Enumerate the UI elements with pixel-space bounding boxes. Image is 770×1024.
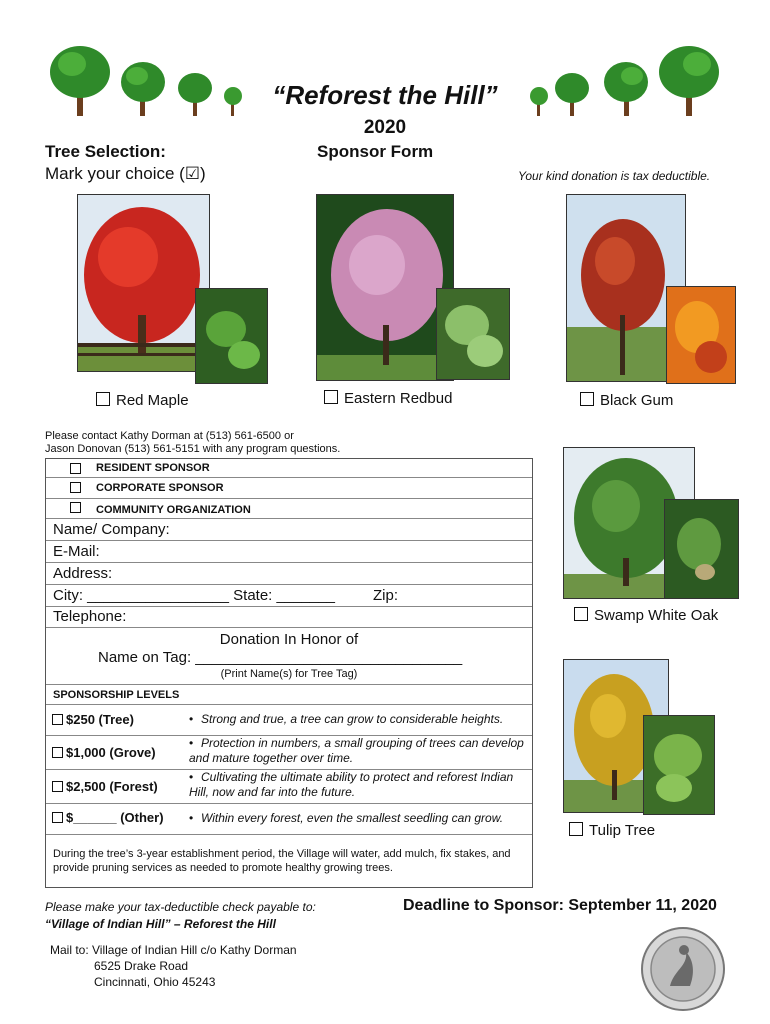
honor-section[interactable] — [46, 628, 532, 685]
tree-option-eastern-redbud[interactable] — [324, 390, 452, 407]
sponsor-type-corporate[interactable] — [46, 478, 532, 499]
mailing-address — [50, 942, 297, 990]
tree-option-swamp-white-oak[interactable] — [574, 607, 718, 624]
name-company-label: Name/ Company: — [53, 521, 170, 538]
tree-option-tulip-tree[interactable] — [569, 822, 655, 839]
level-grove-option[interactable] — [52, 745, 156, 760]
swamp-white-oak-label: Swamp White Oak — [594, 607, 719, 624]
eastern-redbud-label: Eastern Redbud — [344, 390, 453, 407]
red-maple-label: Red Maple — [116, 392, 189, 409]
eastern-redbud-photo — [316, 194, 454, 381]
establishment-note: During the tree’s 3-year establishment period, the Village will water, add mulch, fix stakes, and provide pruning services as needed to promote healthy growing trees. — [53, 848, 511, 874]
name-company-field[interactable] — [46, 519, 532, 541]
page-year: 2020 — [363, 117, 407, 138]
corporate-label: CORPORATE SPONSOR — [96, 482, 224, 494]
address-field[interactable] — [46, 563, 532, 585]
donation-honor-label: Donation In Honor of — [219, 631, 359, 648]
level-row[interactable] — [46, 804, 532, 835]
swamp-white-oak-leaf-photo — [664, 499, 739, 599]
level-amount: $______ (Other) — [66, 810, 164, 825]
black-gum-leaf-photo — [666, 286, 736, 384]
contact-info — [45, 430, 340, 456]
eastern-redbud-leaf-photo — [436, 288, 510, 380]
city-state-label: City: _________________ State: _______ — [53, 587, 335, 604]
level-amount: $2,500 (Forest) — [66, 779, 158, 794]
print-names-note: (Print Name(s) for Tree Tag) — [220, 668, 358, 680]
sponsor-form-heading: Sponsor Form — [317, 142, 434, 161]
eastern-redbud-checkbox[interactable] — [324, 390, 338, 404]
tulip-tree-label: Tulip Tree — [589, 822, 656, 839]
corporate-checkbox[interactable] — [70, 482, 81, 493]
page-title: “Reforest the Hill” — [272, 80, 498, 110]
deadline-text: Deadline to Sponsor: September 11, 2020 — [403, 897, 717, 914]
level-description: • Within every forest, even the smallest seedling can grow. — [189, 811, 504, 825]
level-description-text: Strong and true, a tree can grow to considerable heights. — [201, 712, 504, 726]
tree-option-black-gum[interactable] — [580, 392, 673, 409]
tulip-tree-leaf-photo — [643, 715, 715, 815]
level-forest-checkbox[interactable] — [52, 781, 63, 792]
level-description: • Strong and true, a tree can grow to considerable heights. — [189, 712, 504, 726]
level-description-text: Within every forest, even the smallest seedling can grow. — [201, 811, 504, 825]
sponsorship-levels-heading: SPONSORSHIP LEVELS — [53, 689, 180, 701]
payable-to: “Village of Indian Hill” – Reforest the Hill — [45, 917, 276, 931]
red-maple-checkbox[interactable] — [96, 392, 110, 406]
city-state-zip-field[interactable] — [46, 585, 532, 607]
level-grove-checkbox[interactable] — [52, 747, 63, 758]
sponsor-form-box — [45, 458, 533, 888]
level-tree-checkbox[interactable] — [52, 714, 63, 725]
payable-line: Please make your tax-deductible check payable to: — [45, 900, 316, 914]
tree-selection-heading: Tree Selection: — [45, 142, 166, 161]
level-amount: $1,000 (Grove) — [66, 745, 156, 760]
mark-choice-text: Mark your choice (☑) — [45, 164, 206, 183]
telephone-field[interactable] — [46, 607, 532, 628]
level-other-option[interactable] — [52, 810, 164, 825]
red-maple-photo — [77, 194, 210, 372]
email-field[interactable] — [46, 541, 532, 563]
resident-checkbox[interactable] — [70, 463, 81, 474]
village-seal-logo — [640, 926, 726, 1012]
tulip-tree-checkbox[interactable] — [569, 822, 583, 836]
level-row[interactable] — [46, 736, 532, 770]
city-line: Cincinnati, Ohio 45243 — [94, 975, 216, 989]
sponsor-type-community[interactable] — [46, 499, 532, 519]
street-line: 6525 Drake Road — [94, 959, 189, 973]
level-row[interactable] — [46, 770, 532, 804]
level-description-text: Cultivating the ultimate ability to protect and reforest Indian Hill, now and far into the future. — [189, 770, 514, 799]
level-amount: $250 (Tree) — [66, 712, 134, 727]
level-description: • Cultivating the ultimate ability to protect and reforest Indian Hill, now and far into the future. — [189, 770, 514, 799]
community-label: COMMUNITY ORGANIZATION — [96, 504, 251, 516]
contact-line-2: Jason Donovan (513) 561-5151 with any program questions. — [45, 443, 341, 455]
swamp-white-oak-checkbox[interactable] — [574, 607, 588, 621]
resident-label: RESIDENT SPONSOR — [96, 462, 210, 474]
mail-to-line: Mail to: Village of Indian Hill c/o Kathy Dorman — [50, 943, 297, 957]
tree-option-red-maple[interactable] — [96, 392, 189, 409]
black-gum-checkbox[interactable] — [580, 392, 594, 406]
level-description-text: Protection in numbers, a small grouping of trees can develop and mature together over time. — [189, 736, 524, 765]
name-on-tag-label: Name on Tag: ________________________________ — [98, 649, 463, 666]
telephone-label: Telephone: — [53, 608, 127, 625]
sponsor-type-resident[interactable] — [46, 459, 532, 478]
contact-line-1: Please contact Kathy Dorman at (513) 561-6500 or — [45, 430, 294, 442]
level-other-checkbox[interactable] — [52, 812, 63, 823]
level-tree-option[interactable] — [52, 712, 134, 727]
address-label: Address: — [53, 565, 113, 582]
zip-label: Zip: — [373, 587, 399, 604]
community-checkbox[interactable] — [70, 502, 81, 513]
tax-deductible-note: Your kind donation is tax deductible. — [518, 169, 711, 183]
sponsorship-levels-header — [46, 685, 532, 705]
level-description: • Protection in numbers, a small grouping of trees can develop and mature together over time. — [189, 736, 524, 765]
level-forest-option[interactable] — [52, 779, 158, 794]
black-gum-label: Black Gum — [600, 392, 674, 409]
email-label: E-Mail: — [53, 543, 100, 560]
level-row[interactable] — [46, 705, 532, 736]
red-maple-leaf-photo — [195, 288, 268, 384]
